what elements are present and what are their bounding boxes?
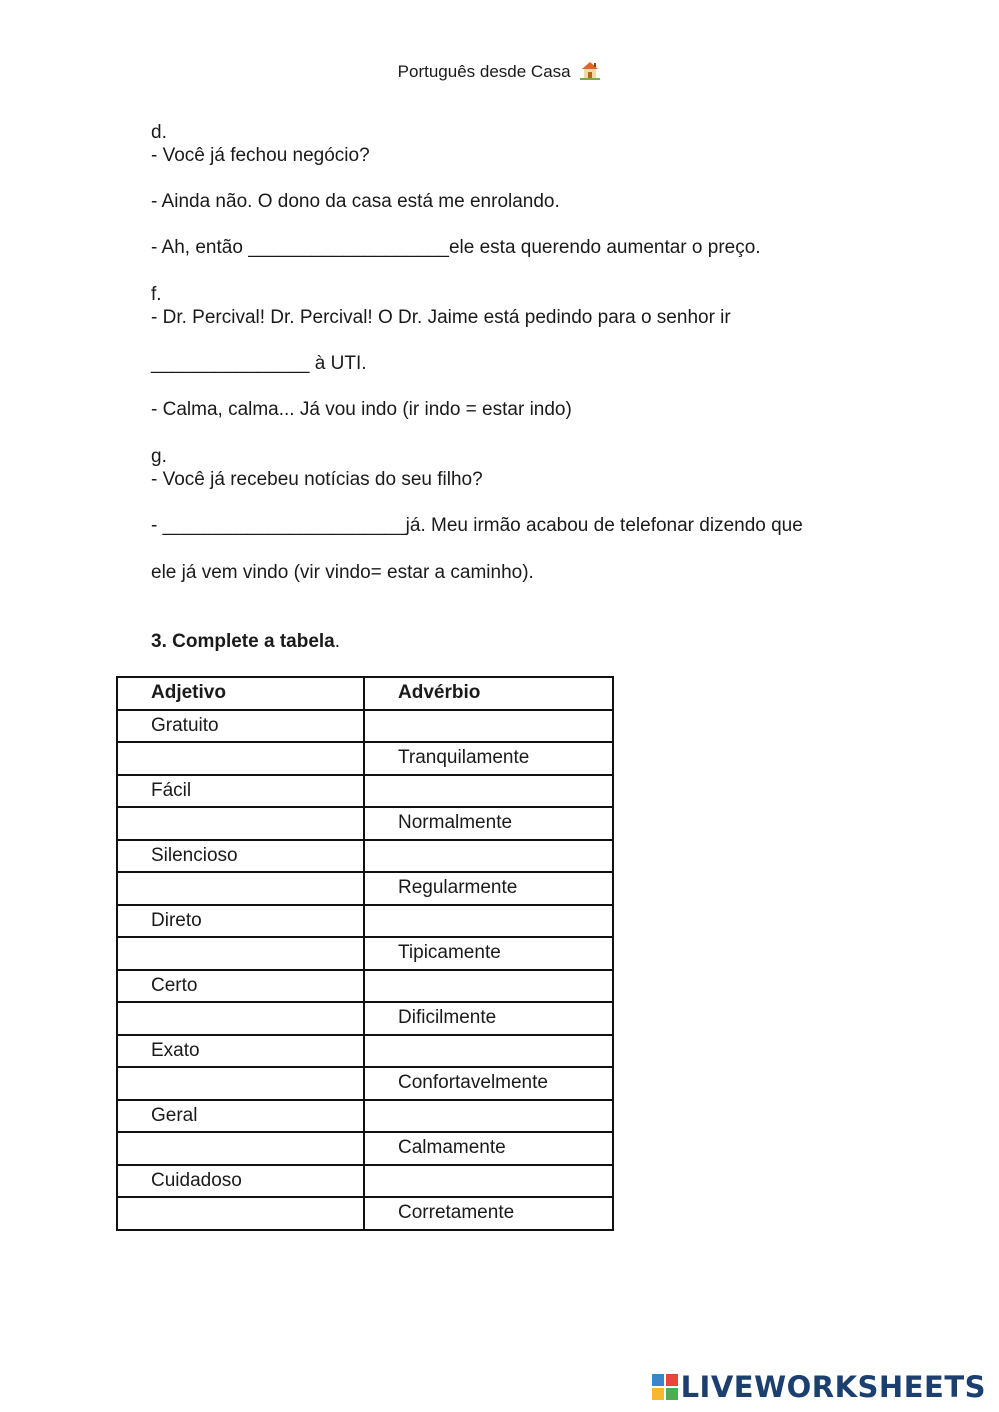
adverbio-cell[interactable] bbox=[364, 905, 613, 938]
table-row bbox=[117, 840, 613, 873]
adverbio-cell[interactable] bbox=[364, 1035, 613, 1068]
exercise-f-line2-suffix: à UTI. bbox=[309, 353, 367, 374]
table-row bbox=[117, 1002, 613, 1035]
table-row bbox=[117, 937, 613, 970]
table-row bbox=[117, 1067, 613, 1100]
table-row bbox=[117, 905, 613, 938]
brand-name: LIVEWORKSHEETS bbox=[680, 1370, 986, 1404]
adjetivo-cell: Fácil bbox=[117, 775, 364, 808]
section-3-title: 3. Complete a tabela bbox=[151, 631, 335, 652]
page-header bbox=[0, 60, 999, 82]
adverbio-cell: Normalmente bbox=[364, 807, 613, 840]
table-row bbox=[117, 1165, 613, 1198]
table-row bbox=[117, 807, 613, 840]
adjective-adverb-table bbox=[116, 676, 614, 1231]
page-title: Português desde Casa bbox=[397, 62, 571, 81]
adverbio-cell: Dificilmente bbox=[364, 1002, 613, 1035]
adjetivo-cell[interactable] bbox=[117, 742, 364, 775]
adverbio-cell: Regularmente bbox=[364, 872, 613, 905]
adverbio-cell[interactable] bbox=[364, 840, 613, 873]
exercise-f-line3: - Calma, calma... Já vou indo (ir indo = estar indo) bbox=[151, 399, 572, 420]
adjetivo-cell[interactable] bbox=[117, 872, 364, 905]
exercise-f-blank[interactable]: _______________ bbox=[151, 353, 310, 374]
exercise-g-line2-prefix: - bbox=[151, 515, 163, 536]
adjetivo-cell[interactable] bbox=[117, 1132, 364, 1165]
section-3-period: . bbox=[334, 631, 341, 652]
adjetivo-cell[interactable] bbox=[117, 937, 364, 970]
table-row bbox=[117, 1035, 613, 1068]
exercise-d-label: d. bbox=[151, 122, 167, 143]
adjetivo-cell: Silencioso bbox=[117, 840, 364, 873]
header-adjetivo: Adjetivo bbox=[117, 677, 364, 710]
adverbio-cell: Tranquilamente bbox=[364, 742, 613, 775]
adjetivo-cell[interactable] bbox=[117, 1002, 364, 1035]
exercise-f-label: f. bbox=[151, 284, 162, 305]
table-row bbox=[117, 1197, 613, 1230]
table-row bbox=[117, 872, 613, 905]
exercise-d-blank[interactable]: ___________________ bbox=[248, 237, 449, 258]
exercise-d-line3 bbox=[151, 237, 761, 259]
exercise-g-line2 bbox=[151, 515, 803, 537]
adjetivo-cell: Cuidadoso bbox=[117, 1165, 364, 1198]
table-row bbox=[117, 970, 613, 1003]
exercise-d-line2: - Ainda não. O dono da casa está me enrolando. bbox=[151, 191, 560, 212]
exercise-d-line3-suffix: ele esta querendo aumentar o preço. bbox=[448, 237, 761, 258]
adjetivo-cell: Exato bbox=[117, 1035, 364, 1068]
exercise-f-line2 bbox=[151, 353, 367, 375]
header-adverbio: Advérbio bbox=[364, 677, 613, 710]
adjetivo-cell: Geral bbox=[117, 1100, 364, 1133]
exercise-g-blank[interactable]: _______________________ bbox=[162, 515, 406, 536]
exercise-d-line3-prefix: - Ah, então bbox=[151, 237, 249, 258]
exercise-g-line3: ele já vem vindo (vir vindo= estar a caminho). bbox=[151, 562, 534, 583]
table-header-row bbox=[117, 677, 613, 710]
exercise-g-label: g. bbox=[151, 446, 167, 467]
adverbio-cell[interactable] bbox=[364, 710, 613, 743]
adverbio-cell: Tipicamente bbox=[364, 937, 613, 970]
table-row bbox=[117, 1100, 613, 1133]
adjetivo-cell: Direto bbox=[117, 905, 364, 938]
adverbio-cell[interactable] bbox=[364, 1165, 613, 1198]
adjetivo-cell[interactable] bbox=[117, 807, 364, 840]
adverbio-cell[interactable] bbox=[364, 1100, 613, 1133]
house-icon bbox=[579, 60, 601, 80]
table-row bbox=[117, 742, 613, 775]
adjetivo-cell[interactable] bbox=[117, 1067, 364, 1100]
liveworksheets-logo-icon bbox=[652, 1374, 678, 1400]
exercise-d-line1: - Você já fechou negócio? bbox=[151, 145, 370, 166]
adjetivo-cell: Certo bbox=[117, 970, 364, 1003]
adjetivo-cell[interactable] bbox=[117, 1197, 364, 1230]
table-row bbox=[117, 775, 613, 808]
adverbio-cell: Corretamente bbox=[364, 1197, 613, 1230]
table-row bbox=[117, 710, 613, 743]
adjetivo-cell: Gratuito bbox=[117, 710, 364, 743]
adverbio-cell[interactable] bbox=[364, 970, 613, 1003]
adverbio-cell: Calmamente bbox=[364, 1132, 613, 1165]
exercise-g-line1: - Você já recebeu notícias do seu filho? bbox=[151, 469, 483, 490]
section-3-heading bbox=[151, 631, 340, 653]
exercise-g-line2-suffix: já. Meu irmão acabou de telefonar dizendo que bbox=[405, 515, 803, 536]
adverbio-cell[interactable] bbox=[364, 775, 613, 808]
table-row bbox=[117, 1132, 613, 1165]
adverbio-cell: Confortavelmente bbox=[364, 1067, 613, 1100]
exercise-f-line1: - Dr. Percival! Dr. Percival! O Dr. Jaime está pedindo para o senhor ir bbox=[151, 307, 731, 328]
liveworksheets-brand bbox=[652, 1370, 986, 1404]
